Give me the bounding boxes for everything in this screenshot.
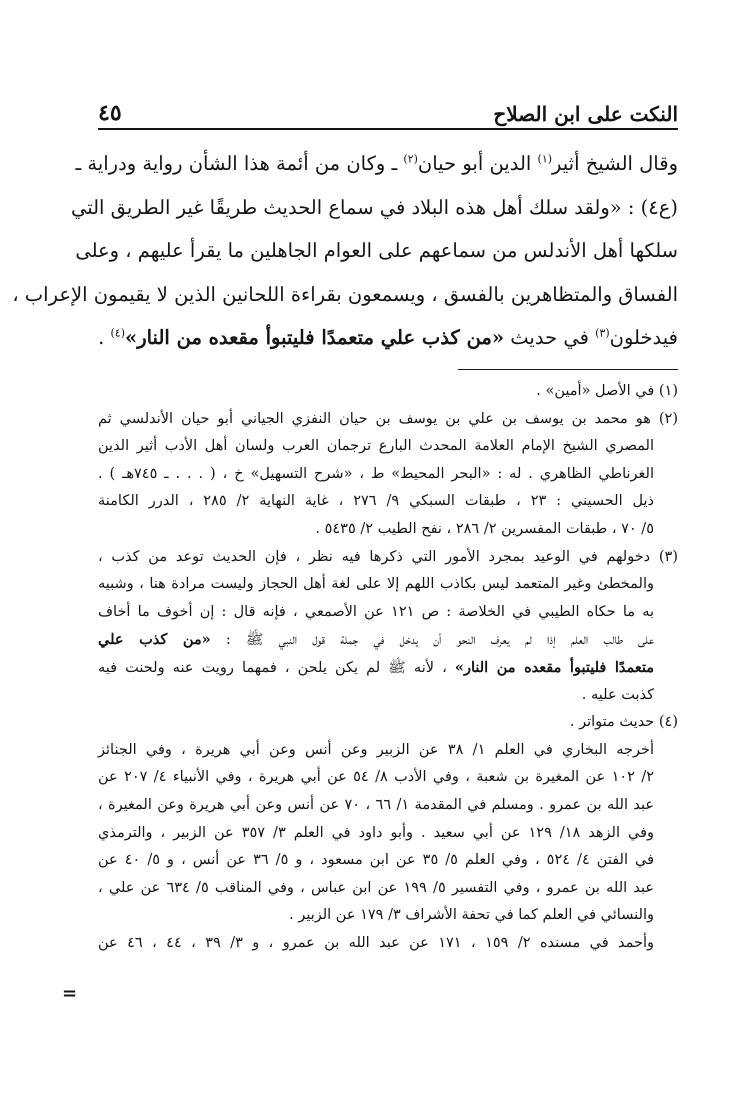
text-segment: عبد الله بن عمرو . ومسلم في المقدمة ١/ ٦٦ ، ٧٠ عن أنس وعن أبي هريرة وعن المغيرة ، xyxy=(98,796,655,813)
main-text-line xyxy=(75,142,678,186)
main-text-line xyxy=(70,186,678,230)
footnote-line xyxy=(98,709,678,737)
footnote-line xyxy=(98,875,678,903)
footnote-line xyxy=(98,847,678,875)
footnote-line xyxy=(98,378,678,406)
page-number: ٤٥ xyxy=(98,100,122,126)
footnote-separator xyxy=(458,369,678,370)
text-segment: (ع٤) : «ولقد سلك أهل هذه البلاد في سماع الحديث طريقًا غير الطريق التي xyxy=(70,195,678,219)
text-segment: ، لأنه ﷺ لم يكن يلحن ، فمهما رويت عنه ولحنت فيه xyxy=(98,659,455,676)
main-text-line xyxy=(98,316,678,360)
text-segment: الفساق والمتظاهرين بالفسق ، ويسمعون بقراءة اللحانين الذين لا يقيمون الإعراب ، xyxy=(12,282,678,306)
main-text-line xyxy=(12,273,678,317)
text-segment: . xyxy=(98,326,111,349)
page-header xyxy=(98,84,678,124)
footnote-line xyxy=(98,433,678,461)
text-segment: ـ وكان من أئمة هذا الشأن رواية ودراية ـ xyxy=(75,152,404,175)
text-segment: وأحمد في مسنده ٢/ ١٥٩ ، ١٧١ عن عبد الله بن عمرو ، و ٣/ ٣٩ ، ٤٤ ، ٤٦ عن xyxy=(98,934,655,951)
footnote-line xyxy=(98,461,678,489)
footnote-marker: (٣) xyxy=(595,326,610,340)
footnote-marker: (٢) xyxy=(403,152,418,166)
running-title: النكت على ابن الصلاح xyxy=(493,102,678,126)
footnotes xyxy=(98,378,678,957)
footnote-line xyxy=(98,571,678,599)
footnote-line xyxy=(98,626,678,654)
footnote-line xyxy=(98,516,678,544)
header-rule xyxy=(98,128,678,130)
text-segment: في حديث xyxy=(504,326,596,349)
text-segment: (١) في الأصل «أمين» . xyxy=(536,383,678,399)
footnote-line xyxy=(98,488,678,516)
text-segment: (٣) دخولهم في الوعيد بمجرد الأمور التي ذكرها فيه نظر ، فإن الحديث توعد من كذب ، xyxy=(98,548,678,565)
footnote-line xyxy=(98,820,678,848)
text-segment: سلكها أهل الأندلس من سماعهم على العوام الجاهلين ما يقرأ عليهم ، وعلى xyxy=(75,239,678,262)
text-segment: عبد الله بن عمرو ، وفي التفسير ٥/ ١٩٩ عن ابن عباس ، وفي المناقب ٥/ ٦٣٤ عن علي ، xyxy=(98,879,654,896)
text-segment: وقال الشيخ أثير xyxy=(552,152,678,175)
hadith-quote: «من كذب علي متعمدًا فليتبوأ مقعده من النار» xyxy=(125,326,505,349)
text-segment: ٢/ ١٠٢ عن المغيرة بن شعبة ، وفي الأدب ٨/ ٥٤ عن أبي هريرة ، وفي الأنبياء ٤/ ٢٠٧ عن xyxy=(98,769,655,786)
text-segment: أخرجه البخاري في العلم ١/ ٣٨ عن الزبير وعن أنس وعن أبي هريرة ، وفي الجنائز xyxy=(98,741,655,758)
text-segment: به ما حكاه الطيبي في الخلاصة : ص ١٢١ عن الأصمعي ، فإنه قال : إن أخوف ما أخاف xyxy=(98,603,655,620)
text-segment: في الفتن ٤/ ٥٢٤ ، وفي العلم ٥/ ٣٥ عن ابن مسعود ، و ٥/ ٣٦ عن أنس ، و ٥/ ٤٠ عن xyxy=(98,852,655,869)
text-segment: وفي الزهد ١٨/ ١٢٩ عن أبي سعيد . وأبو داود في العلم ٣/ ٣٥٧ عن الزبير ، والترمذي xyxy=(98,824,655,841)
footnote-line xyxy=(98,544,678,572)
text-segment: كذبت عليه . xyxy=(581,686,654,703)
text-segment: (٢) هو محمد بن يوسف بن علي بن يوسف بن حيان النفزي الجياني أبو حيان الأندلسي ثم xyxy=(98,410,678,427)
footnote-line xyxy=(98,792,678,820)
footnote-line xyxy=(98,930,678,958)
footnote-line xyxy=(98,654,678,682)
footnote-line xyxy=(98,902,678,930)
text-segment: المصري الشيخ الإمام العلامة المحدث البارع ترجمان العرب ولسان أهل الأدب أثير الدين xyxy=(98,438,654,455)
footnote-line xyxy=(98,737,678,765)
text-segment: على طالب العلم إذا لم يعرف النحو أن يدخل في جملة قول النبي ﷺ : xyxy=(210,632,654,649)
hadith-quote: متعمدًا فليتبوأ مقعده من النار» xyxy=(454,658,654,676)
footnote-line xyxy=(98,406,678,434)
text-segment: والنسائي في العلم كما في تحفة الأشراف ٣/ ١٧٩ عن الزبير . xyxy=(289,907,654,924)
text-segment: والمخطئ وغير المتعمد ليس بكاذب اللهم إلا على لغة أهل الحجاز وليست مرادة هنا ، وشبيه xyxy=(98,576,654,593)
text-segment: ذيل الحسيني : ٢٣ ، طبقات السبكي ٩/ ٢٧٦ ، غاية النهاية ٢/ ٢٨٥ ، الدرر الكامنة xyxy=(98,493,654,510)
footnote-line xyxy=(98,682,678,710)
main-text-line xyxy=(75,229,678,273)
text-segment: ٥/ ٧٠ ، طبقات المفسرين ٢/ ٢٨٦ ، نفح الطيب ٢/ ٥٤٣٥ . xyxy=(315,520,654,537)
text-segment: (٤) حديث متواتر . xyxy=(569,714,678,731)
text-segment: الدين أبو حيان xyxy=(417,152,538,175)
main-text xyxy=(12,142,678,360)
footnote-line xyxy=(98,764,678,792)
footnote-marker: (٤) xyxy=(110,326,126,340)
text-segment: فيدخلون xyxy=(609,326,678,349)
footnote-line xyxy=(98,599,678,627)
hadith-quote: «من كذب علي xyxy=(98,631,211,649)
continuation-mark: = xyxy=(62,983,78,1004)
text-segment: الغرناطي الظاهري . له : «البحر المحيط» ط ، «شرح التسهيل» خ ، ( . . . ـ ٧٤٥هـ ) . xyxy=(98,465,654,482)
footnote-marker: (١) xyxy=(537,152,553,166)
